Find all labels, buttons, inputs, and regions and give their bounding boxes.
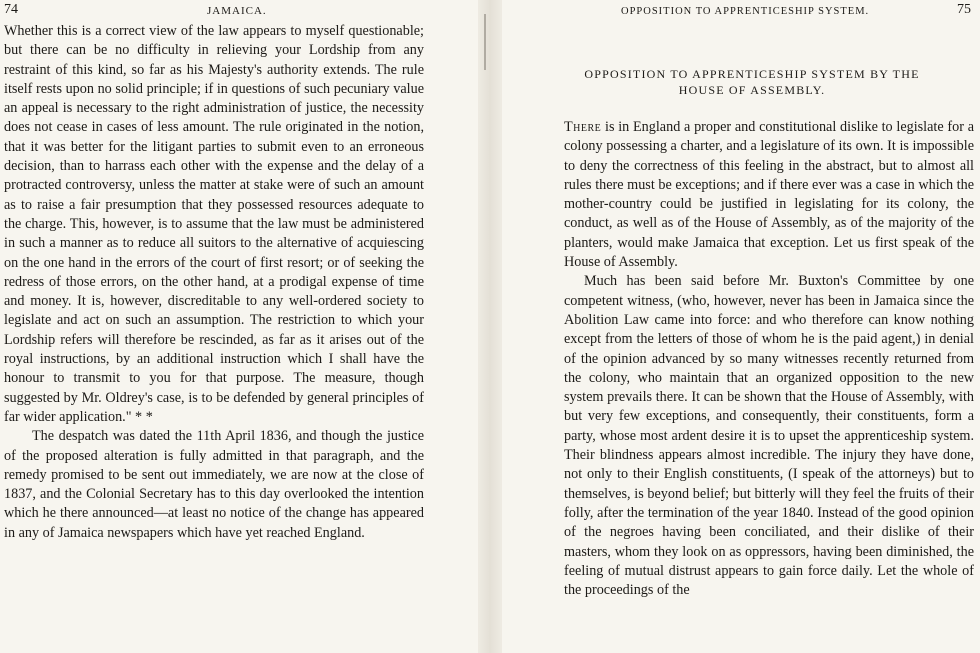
chapter-title: OPPOSITION TO APPRENTICESHIP SYSTEM BY THE HOUSE OF ASSEMBLY. <box>584 67 920 97</box>
right-body-text <box>564 118 974 600</box>
gutter-mark <box>484 14 486 70</box>
right-paragraph-rest: is in England a proper and constitutional dislike to legislate for a colony possessing a charter, and a legislature of its own. It is impossible to deny the correctness of this feeling in the abstract, but to almost all rules there must be exceptions; and if there ever was a case in which the mother-country could be justified in legislating for its colony, the conduct, as well as of the House of Assembly, as of the majority of the planters, would make Jamaica that exception. Let us first speak of the House of Assembly. <box>564 119 974 271</box>
book-gutter <box>478 0 502 653</box>
right-paragraph <box>564 118 974 272</box>
left-paragraph: Whether this is a correct view of the law appears to myself questionable; but there can be no difficulty in relieving your Lordship from any restraint of this kind, so far as his Majesty's authority extends. The rule itself rests upon no solid principle; if in questions of such pecuniary value an appeal is necessary to the right administration of justice, the necessity does not cease in cases of less amount. The rule originated in the notion, that it was better for the litigant parties to submit even to an erroneous decision, than to harrass each other with the expense and the delay of a protracted controversy, unless the matter at stake were of such an amount as to raise a fair presumption that they possessed resources adequate to the charge. This, however, is to assume that the law must be administered in such a manner as to reduce all suitors to the alternative of acquiescing on the one hand in the errors of the court of first resort; or of seeking the redress of those errors, on the other hand, at a prodigal expense of time and money. It is, however, discreditable to any well-ordered society to legislate and act on such an assumption. The restriction to which your Lordship refers will therefore be rescinded, as far as it arises out of the royal instructions, by an additional instruction which I shall have the honour to transmit to you for that purpose. The measure, though suggested by Mr. Oldrey's case, is to be defended by general principles of far wider application." * * <box>4 23 424 425</box>
left-paragraph: The despatch was dated the 11th April 1836, and though the justice of the proposed alteration is fully admitted in that paragraph, and the remedy promised to be sent out immediately, we are now at the close of 1837, and the Colonial Secretary has to this day overlooked the intention which he there announced—at least no notice of the change has appeared in any of Jamaica newspapers which have yet reached England. <box>4 428 424 541</box>
running-head-right: OPPOSITION TO APPRENTICESHIP SYSTEM. <box>621 6 870 17</box>
running-head-left: JAMAICA. <box>207 5 267 17</box>
right-paragraph: Much has been said before Mr. Buxton's Committee by one competent witness, (who, however, never has been in Jamaica since the Abolition Law came into force: and who therefore can know nothing except from the letters of those of whom he is the paid agent,) in denial of the opinion advanced by so many witnesses recently returned from the colony, who maintain that an organized opposition to the new system prevails there. It can be shown that the House of Assembly, with but very few exceptions, and consequently, their constituents, form a party, whose most ardent desire it is to upset the apprenticeship system. Their blindness appears almost incredible. The injury they have done, not only to their English constituents, (I speak of the attorneys) but to themselves, is beyond belief; but bitterly will they feel the fruits of their folly, after the termination of the year 1840. Instead of the good opinion of the negroes having been conciliated, and their dislike of their masters, whom they look on as oppressors, having been diminished, the feeling of mutual distrust appears to gain force daily. Let the whole of the proceedings of the <box>564 273 974 599</box>
right-page <box>502 0 980 653</box>
first-word: There <box>564 119 602 135</box>
page-number-left: 74 <box>4 2 18 17</box>
page-number-right: 75 <box>957 2 971 17</box>
left-page <box>0 0 478 653</box>
left-body-text <box>4 22 424 543</box>
